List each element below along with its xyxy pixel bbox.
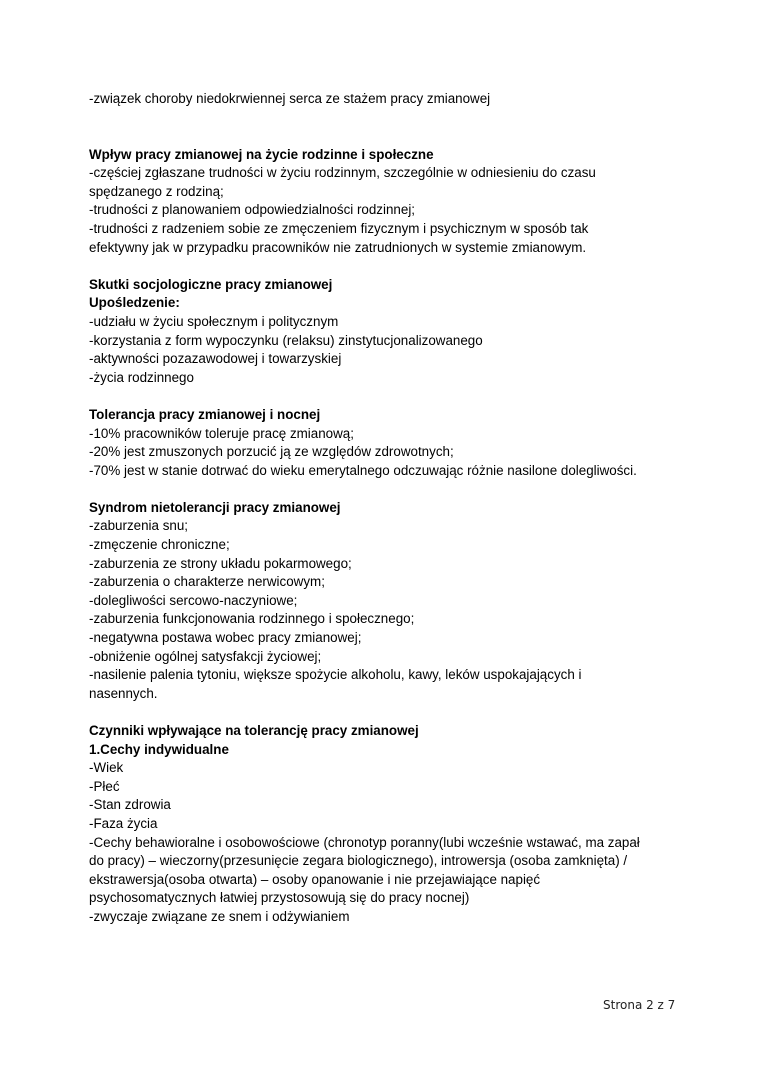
list-item: -udziału w życiu społecznym i politycznym: [89, 313, 339, 329]
list-item: -zwyczaje związane ze snem i odżywianiem: [89, 908, 350, 924]
list-item: -Wiek: [89, 760, 124, 776]
list-item: psychosomatycznych łatwiej przystosowują się do pracy nocnej): [89, 890, 470, 906]
list-item: efektywny jak w przypadku pracowników nie zatrudnionych w systemie zmianowym.: [89, 239, 587, 255]
list-item: -obniżenie ogólnej satysfakcji życiowej;: [89, 648, 322, 664]
list-item: -korzystania z form wypoczynku (relaksu) zinstytucjonalizowanego: [89, 332, 483, 348]
list-item: -trudności z radzeniem sobie ze zmęczeniem fizycznym i psychicznym w sposób tak: [89, 220, 589, 236]
document-page: [89, 90, 684, 927]
list-item: -Cechy behawioralne i osobowościowe (chronotyp poranny(lubi wcześnie wstawać, ma zapał: [89, 834, 640, 850]
list-item: nasennych.: [89, 685, 158, 701]
list-item: ekstrawersja(osoba otwarta) – osoby opanowanie i nie przejawiające napięć: [89, 871, 541, 887]
list-item: -10% pracowników toleruje pracę zmianową;: [89, 425, 354, 441]
section-heading: Tolerancja pracy zmianowej i nocnej: [89, 406, 321, 422]
list-item: -20% jest zmuszonych porzucić ją ze względów zdrowotnych;: [89, 444, 454, 460]
section-heading: Skutki socjologiczne pracy zmianowej: [89, 276, 333, 292]
list-item: -trudności z planowaniem odpowiedzialności rodzinnej;: [89, 202, 416, 218]
list-item: -zaburzenia funkcjonowania rodzinnego i społecznego;: [89, 611, 415, 627]
list-item: -Stan zdrowia: [89, 797, 171, 813]
list-item: -zaburzenia snu;: [89, 518, 188, 534]
list-item: do pracy) – wieczorny(przesunięcie zegara biologicznego), introwersja (osoba zamknięta) /: [89, 853, 628, 869]
list-item: -życia rodzinnego: [89, 369, 194, 385]
section-heading: Syndrom nietolerancji pracy zmianowej: [89, 499, 341, 515]
list-item: -zmęczenie chroniczne;: [89, 537, 230, 553]
list-item: -Faza życia: [89, 815, 158, 831]
list-item: -dolegliwości sercowo-naczyniowe;: [89, 592, 298, 608]
list-item: -aktywności pozazawodowej i towarzyskiej: [89, 351, 342, 367]
list-item: -negatywna postawa wobec pracy zmianowej;: [89, 630, 362, 646]
section-heading: Czynniki wpływające na tolerancję pracy zmianowej: [89, 723, 419, 738]
section-heading: Wpływ pracy zmianowej na życie rodzinne i społeczne: [89, 146, 434, 162]
section-subheading: Upośledzenie:: [89, 295, 180, 311]
list-item: spędzanego z rodziną;: [89, 183, 224, 199]
list-item: -częściej zgłaszane trudności w życiu rodzinnym, szczególnie w odniesieniu do czasu: [89, 165, 596, 181]
list-item: -zaburzenia ze strony układu pokarmowego;: [89, 555, 352, 571]
list-item: -zaburzenia o charakterze nerwicowym;: [89, 574, 325, 590]
list-item: -nasilenie palenia tytoniu, większe spożycie alkoholu, kawy, leków uspokajających i: [89, 667, 582, 683]
list-item: -70% jest w stanie dotrwać do wieku emerytalnego odczuwając różnie nasilone dolegliwości.: [89, 462, 637, 478]
intro-line: -związek choroby niedokrwiennej serca ze stażem pracy zmianowej: [89, 91, 491, 106]
section-subheading: 1.Cechy indywidualne: [89, 741, 229, 757]
list-item: -Płeć: [89, 778, 120, 794]
page-number: Strona 2 z 7: [603, 998, 676, 1012]
